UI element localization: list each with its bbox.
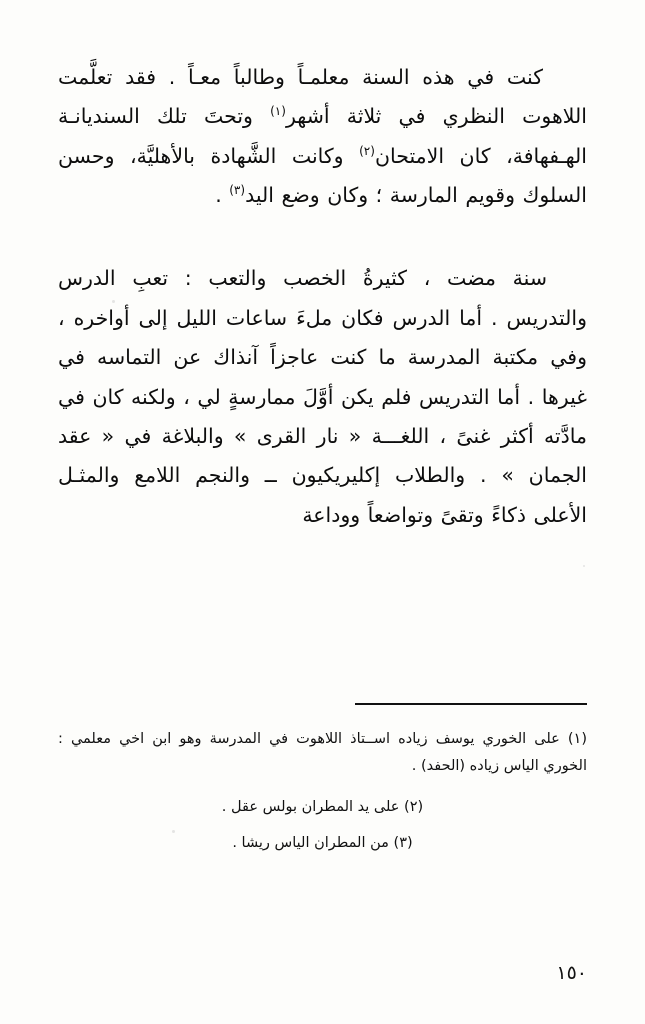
footnote-1-text: على الخوري يوسف زياده اســتاذ اللاهوت في المدرسة وهو ابن اخي معلمي : الخوري الياس زياده (الحفد) .: [58, 731, 587, 774]
paragraph-1-text-a: كنت في هذه السنة معلمـاً وطالباً معـاً . فقد تعلَّمت اللاهوت النظري في ثلاثة أشهر: [58, 65, 587, 129]
paragraph-1-text-b: وتحتَ تلك السنديانـة الهـفهافة، كان الامتحان: [58, 104, 587, 168]
footnote-2: [58, 794, 587, 821]
footnote-2-marker: (٢): [404, 798, 424, 815]
footnote-ref-1: (١): [270, 104, 286, 119]
footnote-2-text: على يد المطران بولس عقل .: [221, 798, 400, 815]
footnote-separator-rule: [355, 703, 587, 705]
footnote-3-text: من المطران الياس ريشا .: [232, 835, 389, 852]
paragraph-2: سنة مضت ، كثيرةُ الخصب والتعب : تعبِ الدرس والتدريس . أما الدرس فكان ملءَ ساعات الليل إلى أواخره ، وفي مكتبة المدرسة ما كنت عاجزاً آنذاك عن التماسه في غيرها . أما التدريس فلم يكن أوَّلَ ممارسةٍ لي ، ولكنه كان في مادَّته أكثر غنىً ، اللغـــة « نار القرى » والبلاغة في « عقد الجمان » . والطلاب إكليريكيون ــ والنجم اللامع والمثـل الأعلى ذكاءً وتقىً وتواضعاً ووداعة: [58, 266, 587, 527]
paper-speck: [172, 830, 175, 833]
paragraph-1: [58, 58, 587, 215]
footnote-1-marker: (١): [567, 731, 588, 747]
page-number: ١٥٠: [556, 962, 587, 984]
paper-speck: [583, 565, 585, 567]
footnotes-block: [58, 726, 587, 864]
paragraph-1-text-c: وكانت الشَّهادة بالأهليَّة، وحسن السلوك وقويم المارسة ؛ وكان وضع اليد: [58, 143, 587, 208]
footnote-ref-3: (٣): [229, 183, 246, 198]
footnote-1: [58, 726, 587, 780]
paragraph-1-text-d: .: [215, 183, 230, 208]
paper-speck: [112, 300, 115, 303]
footnote-3-marker: (٣): [393, 835, 413, 852]
footnote-ref-2: (٢): [359, 143, 375, 158]
footnote-3: [58, 830, 587, 857]
